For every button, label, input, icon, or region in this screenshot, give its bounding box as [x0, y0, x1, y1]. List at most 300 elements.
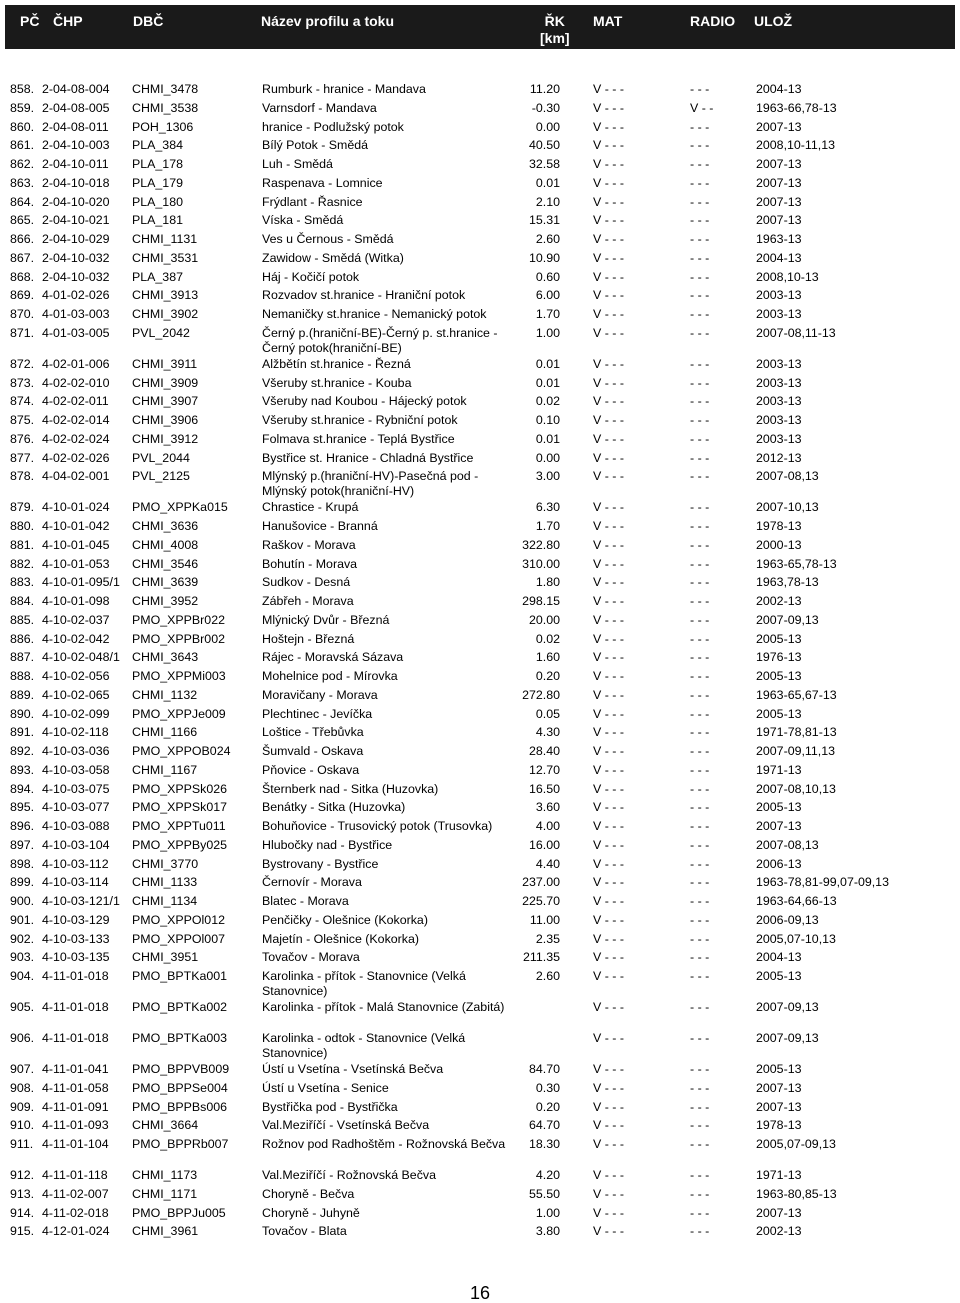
- table-row: [0, 1206, 960, 1225]
- cell-uloz: 2005-13: [756, 1062, 802, 1076]
- cell-radio: - - -: [690, 307, 710, 321]
- cell-mat: V - - -: [593, 375, 624, 390]
- cell-dbc: CHMI_3906: [132, 413, 199, 427]
- cell-mat: V - - -: [593, 781, 624, 796]
- cell-uloz: 1963,78-13: [756, 575, 819, 590]
- cell-dbc: CHMI_3902: [132, 307, 199, 321]
- cell-rk: 1.70: [535, 519, 560, 533]
- cell-mat: V - - -: [593, 556, 624, 571]
- cell-pc: 878.: [10, 469, 35, 484]
- cell-name: Hoštejn - Březná: [262, 631, 355, 646]
- cell-uloz: 2007-13: [756, 819, 802, 833]
- cell-uloz: 2003-13: [756, 413, 802, 427]
- cell-chp: 4-10-03-129: [42, 912, 110, 927]
- cell-chp: 4-10-01-095/1: [42, 575, 120, 590]
- cell-mat: V - - -: [593, 1000, 624, 1014]
- cell-rk: 2.60: [535, 232, 560, 246]
- cell-mat: V - - -: [593, 213, 624, 228]
- cell-dbc: CHMI_3538: [132, 100, 199, 115]
- cell-rk: 1.60: [535, 650, 560, 665]
- table-row: [0, 594, 960, 613]
- cell-pc: 883.: [10, 575, 35, 590]
- cell-radio: - - -: [690, 1080, 710, 1095]
- cell-chp: 4-10-02-048/1: [42, 650, 120, 665]
- cell-chp: 4-10-03-077: [42, 800, 110, 815]
- cell-radio: - - -: [690, 1137, 710, 1151]
- cell-chp: 4-11-01-104: [42, 1137, 109, 1151]
- cell-pc: 900.: [10, 894, 35, 908]
- cell-mat: V - - -: [593, 519, 624, 533]
- table-row: [0, 1081, 960, 1100]
- cell-rk: 0.01: [535, 375, 560, 390]
- cell-uloz: 2007-08,11-13: [756, 325, 836, 340]
- cell-dbc: CHMI_3961: [132, 1224, 199, 1239]
- cell-rk: 55.50: [528, 1186, 560, 1201]
- cell-rk: 0.60: [535, 269, 560, 284]
- cell-rk: 4.00: [535, 819, 560, 833]
- cell-rk: 4.30: [535, 725, 560, 740]
- cell-pc: 891.: [10, 725, 35, 740]
- cell-dbc: PMO_XPPOB024: [132, 744, 231, 758]
- cell-name: Plechtinec - Jevíčka: [262, 706, 373, 721]
- cell-dbc: PMO_BPTKa002: [132, 1000, 228, 1014]
- cell-chp: 2-04-08-011: [42, 119, 109, 134]
- cell-rk: 0.10: [535, 413, 560, 427]
- table-row: [0, 195, 960, 214]
- table-row: [0, 650, 960, 669]
- cell-chp: 4-10-01-024: [42, 500, 110, 515]
- cell-mat: V - - -: [593, 1168, 624, 1182]
- cell-radio: - - -: [690, 1062, 710, 1076]
- cell-name: Všeruby st.hranice - Rybniční potok: [262, 413, 458, 427]
- cell-dbc: PMO_BPTKa001: [132, 969, 228, 983]
- cell-radio: - - -: [690, 413, 710, 427]
- cell-radio: - - -: [690, 894, 710, 908]
- cell-pc: 885.: [10, 612, 35, 627]
- cell-rk: 322.80: [522, 537, 560, 552]
- cell-chp: 4-10-03-135: [42, 950, 110, 965]
- cell-dbc: PMO_XPPOl007: [132, 931, 225, 946]
- cell-radio: - - -: [690, 250, 710, 265]
- cell-rk: 2.10: [535, 194, 560, 209]
- cell-pc: 898.: [10, 856, 35, 871]
- cell-uloz: 1963-65,67-13: [756, 687, 837, 702]
- cell-radio: - - -: [690, 575, 710, 590]
- cell-mat: V - - -: [593, 650, 624, 665]
- cell-pc: 907.: [10, 1062, 35, 1076]
- cell-name: Penčičky - Olešnice (Kokorka): [262, 912, 428, 927]
- cell-dbc: CHMI_3952: [132, 594, 199, 608]
- cell-dbc: PLA_180: [132, 194, 183, 209]
- cell-name: Bílý Potok - Smědá: [262, 138, 369, 153]
- cell-mat: V - - -: [593, 413, 624, 427]
- cell-pc: 893.: [10, 762, 35, 777]
- cell-radio: - - -: [690, 1224, 710, 1239]
- cell-uloz: 2005,07-09,13: [756, 1137, 836, 1151]
- cell-name: Tovačov - Morava: [262, 950, 360, 965]
- cell-rk: 298.15: [522, 594, 560, 608]
- cell-uloz: 2004-13: [756, 82, 802, 96]
- cell-dbc: PMO_XPPMi003: [132, 669, 226, 683]
- cell-mat: V - - -: [593, 575, 624, 590]
- cell-rk: 6.30: [535, 500, 560, 515]
- cell-radio: - - -: [690, 612, 710, 627]
- cell-pc: 881.: [10, 537, 35, 552]
- table-row: [0, 857, 960, 876]
- cell-mat: V - - -: [593, 1137, 624, 1151]
- cell-uloz: 2000-13: [756, 537, 802, 552]
- cell-uloz: 2002-13: [756, 1224, 802, 1239]
- cell-pc: 908.: [10, 1080, 35, 1095]
- cell-uloz: 2008,10-11,13: [756, 138, 836, 153]
- cell-pc: 910.: [10, 1118, 35, 1133]
- cell-dbc: PLA_181: [132, 213, 183, 228]
- cell-uloz: 2005-13: [756, 669, 802, 683]
- cell-rk: 64.70: [528, 1118, 560, 1133]
- cell-chp: 2-04-10-032: [42, 269, 110, 284]
- cell-radio: - - -: [690, 800, 710, 815]
- table-row: [0, 251, 960, 270]
- cell-name: Benátky - Sitka (Huzovka): [262, 800, 406, 815]
- cell-name: Ústí u Vsetína - Vsetínská Bečva: [262, 1062, 444, 1076]
- cell-pc: 911.: [10, 1137, 34, 1151]
- cell-uloz: 2005,07-10,13: [756, 931, 836, 946]
- table-row: [0, 1118, 960, 1137]
- cell-uloz: 2004-13: [756, 250, 802, 265]
- cell-radio: - - -: [690, 762, 710, 777]
- cell-name: Loštice - Třebůvka: [262, 725, 364, 740]
- cell-dbc: PMO_BPPJu005: [132, 1205, 226, 1220]
- cell-name: Černovír - Morava: [262, 875, 362, 890]
- cell-dbc: CHMI_1166: [132, 725, 198, 740]
- cell-dbc: PVL_2125: [132, 469, 190, 484]
- cell-rk: 16.00: [528, 837, 560, 852]
- cell-rk: 84.70: [528, 1062, 560, 1076]
- cell-dbc: CHMI_3770: [132, 856, 199, 871]
- cell-name: Mlýnický Dvůr - Březná: [262, 612, 390, 627]
- cell-name: Karolinka - odtok - Stanovnice (Velká Stanovnice): [262, 1031, 466, 1060]
- cell-pc: 896.: [10, 819, 35, 833]
- cell-mat: V - - -: [593, 669, 624, 683]
- cell-mat: V - - -: [593, 82, 624, 96]
- cell-dbc: POH_1306: [132, 119, 194, 134]
- cell-rk: 0.02: [535, 631, 560, 646]
- cell-mat: V - - -: [593, 394, 624, 409]
- cell-chp: 4-11-02-007: [42, 1186, 109, 1201]
- cell-name: Alžbětín st.hranice - Řezná: [262, 356, 411, 371]
- table-body: [0, 82, 960, 1243]
- table-row: [0, 725, 960, 744]
- cell-pc: 915.: [10, 1224, 35, 1239]
- cell-pc: 859.: [10, 100, 35, 115]
- cell-name: Šumvald - Oskava: [262, 744, 364, 758]
- header-uloz: ULOŽ: [754, 13, 793, 29]
- cell-pc: 866.: [10, 232, 35, 246]
- cell-mat: V - - -: [593, 500, 624, 515]
- cell-chp: 4-04-02-001: [42, 469, 110, 484]
- cell-pc: 888.: [10, 669, 35, 683]
- cell-pc: 886.: [10, 631, 35, 646]
- table-row: [0, 894, 960, 913]
- cell-rk: 2.35: [535, 931, 560, 946]
- cell-chp: 4-10-03-114: [42, 875, 109, 890]
- cell-rk: 1.00: [535, 1205, 560, 1220]
- cell-radio: - - -: [690, 650, 710, 665]
- cell-radio: - - -: [690, 82, 710, 96]
- cell-dbc: CHMI_3911: [132, 356, 198, 371]
- cell-chp: 4-12-01-024: [42, 1224, 110, 1239]
- cell-pc: 864.: [10, 194, 35, 209]
- cell-chp: 4-02-01-006: [42, 356, 110, 371]
- table-row: [0, 469, 960, 500]
- cell-pc: 912.: [10, 1168, 35, 1182]
- table-row: [0, 1100, 960, 1119]
- cell-uloz: 2007-13: [756, 175, 802, 190]
- cell-name: Val.Meziříčí - Rožnovská Bečva: [262, 1168, 436, 1182]
- table-row: [0, 1224, 960, 1243]
- cell-chp: 4-10-02-042: [42, 631, 110, 646]
- cell-pc: 863.: [10, 175, 35, 190]
- table-row: [0, 500, 960, 519]
- cell-mat: V - - -: [593, 875, 624, 890]
- cell-radio: - - -: [690, 519, 710, 533]
- cell-name: Choryně - Bečva: [262, 1186, 355, 1201]
- cell-rk: 28.40: [528, 744, 560, 758]
- table-row: [0, 557, 960, 576]
- cell-radio: - - -: [690, 175, 710, 190]
- cell-name: Bystřice st. Hranice - Chladná Bystřice: [262, 450, 474, 465]
- cell-name: Val.Meziříčí - Vsetínská Bečva: [262, 1118, 430, 1133]
- cell-rk: 225.70: [522, 894, 560, 908]
- cell-name: Chrastice - Krupá: [262, 500, 359, 515]
- cell-chp: 4-10-01-053: [42, 556, 110, 571]
- header-rk-line1: ŘK: [544, 13, 565, 29]
- cell-uloz: 2007-08,10,13: [756, 781, 836, 796]
- cell-rk: 11.20: [529, 82, 560, 96]
- table-row: [0, 819, 960, 838]
- cell-radio: - - -: [690, 931, 710, 946]
- table-row: [0, 575, 960, 594]
- cell-name: Rožnov pod Radhoštěm - Rožnovská Bečva: [262, 1137, 506, 1151]
- cell-uloz: 2007-09,13: [756, 612, 819, 627]
- cell-chp: 2-04-10-032: [42, 250, 110, 265]
- cell-mat: V - - -: [593, 912, 624, 927]
- cell-dbc: CHMI_3546: [132, 556, 199, 571]
- cell-radio: - - -: [690, 969, 710, 983]
- cell-mat: V - - -: [593, 1031, 624, 1045]
- table-row: [0, 232, 960, 251]
- cell-mat: V - - -: [593, 725, 624, 740]
- cell-chp: 2-04-08-004: [42, 82, 110, 96]
- cell-chp: 4-10-03-112: [42, 856, 109, 871]
- cell-chp: 2-04-10-011: [42, 157, 109, 171]
- cell-mat: V - - -: [593, 1205, 624, 1220]
- cell-uloz: 2012-13: [756, 450, 802, 465]
- cell-mat: V - - -: [593, 450, 624, 465]
- cell-pc: 906.: [10, 1031, 35, 1045]
- cell-pc: 873.: [10, 375, 35, 390]
- table-row: [0, 913, 960, 932]
- table-header: [5, 5, 955, 49]
- cell-radio: - - -: [690, 1099, 710, 1114]
- page-number: 16: [469, 1283, 491, 1303]
- cell-rk: 237.00: [522, 875, 560, 890]
- cell-dbc: CHMI_3912: [132, 431, 199, 446]
- cell-uloz: 2007-09,11,13: [756, 744, 836, 758]
- cell-chp: 2-04-10-018: [42, 175, 110, 190]
- cell-pc: 868.: [10, 269, 35, 284]
- cell-name: Choryně - Juhyně: [262, 1205, 360, 1220]
- cell-uloz: 1963-64,66-13: [756, 894, 837, 908]
- cell-chp: 4-02-02-024: [42, 431, 110, 446]
- cell-name: Hlubočky nad - Bystřice: [262, 837, 393, 852]
- cell-mat: V - - -: [593, 100, 624, 115]
- cell-name: Ústí u Vsetína - Senice: [262, 1080, 389, 1095]
- cell-pc: 895.: [10, 800, 35, 815]
- cell-radio: - - -: [690, 194, 710, 209]
- cell-chp: 4-10-02-065: [42, 687, 110, 702]
- cell-chp: 4-10-03-133: [42, 931, 110, 946]
- cell-mat: V - - -: [593, 537, 624, 552]
- cell-mat: V - - -: [593, 307, 624, 321]
- cell-radio: - - -: [690, 1000, 710, 1014]
- cell-chp: 2-04-10-029: [42, 232, 110, 246]
- cell-uloz: 1978-13: [756, 1118, 802, 1133]
- header-rk-line2: [km]: [540, 30, 570, 46]
- cell-radio: - - -: [690, 500, 710, 515]
- cell-mat: V - - -: [593, 325, 624, 340]
- cell-radio: - - -: [690, 556, 710, 571]
- cell-name: Rumburk - hranice - Mandava: [262, 82, 426, 96]
- cell-dbc: PMO_BPPRb007: [132, 1137, 229, 1151]
- cell-mat: V - - -: [593, 356, 624, 371]
- cell-name: Bystrovany - Bystřice: [262, 856, 379, 871]
- cell-uloz: 2007-08,13: [756, 469, 819, 484]
- table-row: [0, 669, 960, 688]
- header-dbc: DBČ: [133, 13, 164, 29]
- cell-dbc: PMO_BPPBs006: [132, 1099, 228, 1114]
- cell-name: Háj - Kočičí potok: [262, 269, 360, 284]
- cell-chp: 4-10-01-042: [42, 519, 110, 533]
- cell-rk: 18.30: [528, 1137, 560, 1151]
- cell-pc: 899.: [10, 875, 35, 890]
- cell-uloz: 2005-13: [756, 631, 802, 646]
- cell-chp: 4-11-01-093: [42, 1118, 109, 1133]
- cell-chp: 4-10-03-075: [42, 781, 110, 796]
- cell-mat: V - - -: [593, 931, 624, 946]
- cell-rk: 15.31: [528, 213, 560, 228]
- cell-pc: 871.: [10, 325, 35, 340]
- cell-radio: - - -: [690, 119, 710, 134]
- cell-name: Hanušovice - Branná: [262, 519, 378, 533]
- cell-name: Sudkov - Desná: [262, 575, 351, 590]
- cell-mat: V - - -: [593, 138, 624, 153]
- cell-mat: V - - -: [593, 1062, 624, 1076]
- cell-dbc: CHMI_1167: [132, 762, 198, 777]
- cell-name: Rájec - Moravská Sázava: [262, 650, 404, 665]
- cell-dbc: CHMI_3639: [132, 575, 199, 590]
- cell-rk: 11.00: [529, 912, 560, 927]
- cell-dbc: PMO_BPTKa003: [132, 1031, 228, 1045]
- cell-dbc: PMO_XPPSk026: [132, 781, 228, 796]
- cell-rk: 32.58: [528, 157, 560, 171]
- cell-rk: 3.00: [535, 469, 560, 484]
- cell-uloz: 2006-09,13: [756, 912, 819, 927]
- cell-rk: 1.70: [535, 307, 560, 321]
- cell-rk: 0.20: [535, 669, 560, 683]
- table-row: [0, 800, 960, 819]
- cell-dbc: PLA_387: [132, 269, 183, 284]
- cell-radio: - - -: [690, 375, 710, 390]
- cell-uloz: 2008,10-13: [756, 269, 819, 284]
- table-row: [0, 538, 960, 557]
- cell-uloz: 2003-13: [756, 431, 802, 446]
- cell-radio: - - -: [690, 669, 710, 683]
- cell-chp: 4-02-02-014: [42, 413, 110, 427]
- header-name: Název profilu a toku: [261, 13, 395, 29]
- cell-name: Majetín - Olešnice (Kokorka): [262, 931, 420, 946]
- table-row: [0, 1031, 960, 1062]
- cell-radio: - - -: [690, 594, 710, 608]
- table-row: [0, 838, 960, 857]
- cell-mat: V - - -: [593, 431, 624, 446]
- table-row: [0, 1137, 960, 1168]
- cell-name: Karolinka - přítok - Malá Stanovnice (Zabitá): [262, 1000, 505, 1014]
- table-row: [0, 707, 960, 726]
- cell-radio: - - -: [690, 394, 710, 409]
- cell-rk: 16.50: [528, 781, 560, 796]
- table-row: [0, 932, 960, 951]
- cell-chp: 4-11-01-091: [42, 1099, 109, 1114]
- cell-chp: 4-11-01-118: [42, 1168, 108, 1182]
- cell-radio: - - -: [690, 431, 710, 446]
- cell-radio: - - -: [690, 875, 710, 890]
- cell-pc: 861.: [10, 138, 35, 153]
- cell-rk: -0.30: [531, 100, 560, 115]
- cell-radio: - - -: [690, 325, 710, 340]
- cell-radio: - - -: [690, 356, 710, 371]
- cell-radio: - - -: [690, 288, 710, 303]
- cell-uloz: 1963-80,85-13: [756, 1186, 837, 1201]
- cell-name: Blatec - Morava: [262, 894, 349, 908]
- cell-name: Raspenava - Lomnice: [262, 175, 383, 190]
- cell-mat: V - - -: [593, 232, 624, 246]
- table-row: [0, 613, 960, 632]
- cell-chp: 4-10-03-058: [42, 762, 110, 777]
- cell-rk: 20.00: [528, 612, 560, 627]
- cell-name: Frýdlant - Řasnice: [262, 194, 363, 209]
- cell-mat: V - - -: [593, 631, 624, 646]
- cell-mat: V - - -: [593, 1099, 624, 1114]
- cell-chp: 4-01-03-005: [42, 325, 110, 340]
- cell-pc: 862.: [10, 157, 35, 171]
- cell-chp: 2-04-10-021: [42, 213, 110, 228]
- table-row: [0, 307, 960, 326]
- cell-dbc: CHMI_1173: [132, 1168, 198, 1182]
- cell-radio: - - -: [690, 1118, 710, 1133]
- table-row: [0, 432, 960, 451]
- cell-rk: 10.90: [528, 250, 560, 265]
- cell-rk: 0.01: [535, 175, 560, 190]
- cell-pc: 876.: [10, 431, 35, 446]
- cell-pc: 874.: [10, 394, 35, 409]
- cell-uloz: 1976-13: [756, 650, 802, 665]
- cell-pc: 884.: [10, 594, 35, 608]
- cell-uloz: 2005-13: [756, 800, 802, 815]
- cell-radio: - - -: [690, 269, 710, 284]
- cell-mat: V - - -: [593, 119, 624, 134]
- cell-dbc: PMO_XPPBy025: [132, 837, 228, 852]
